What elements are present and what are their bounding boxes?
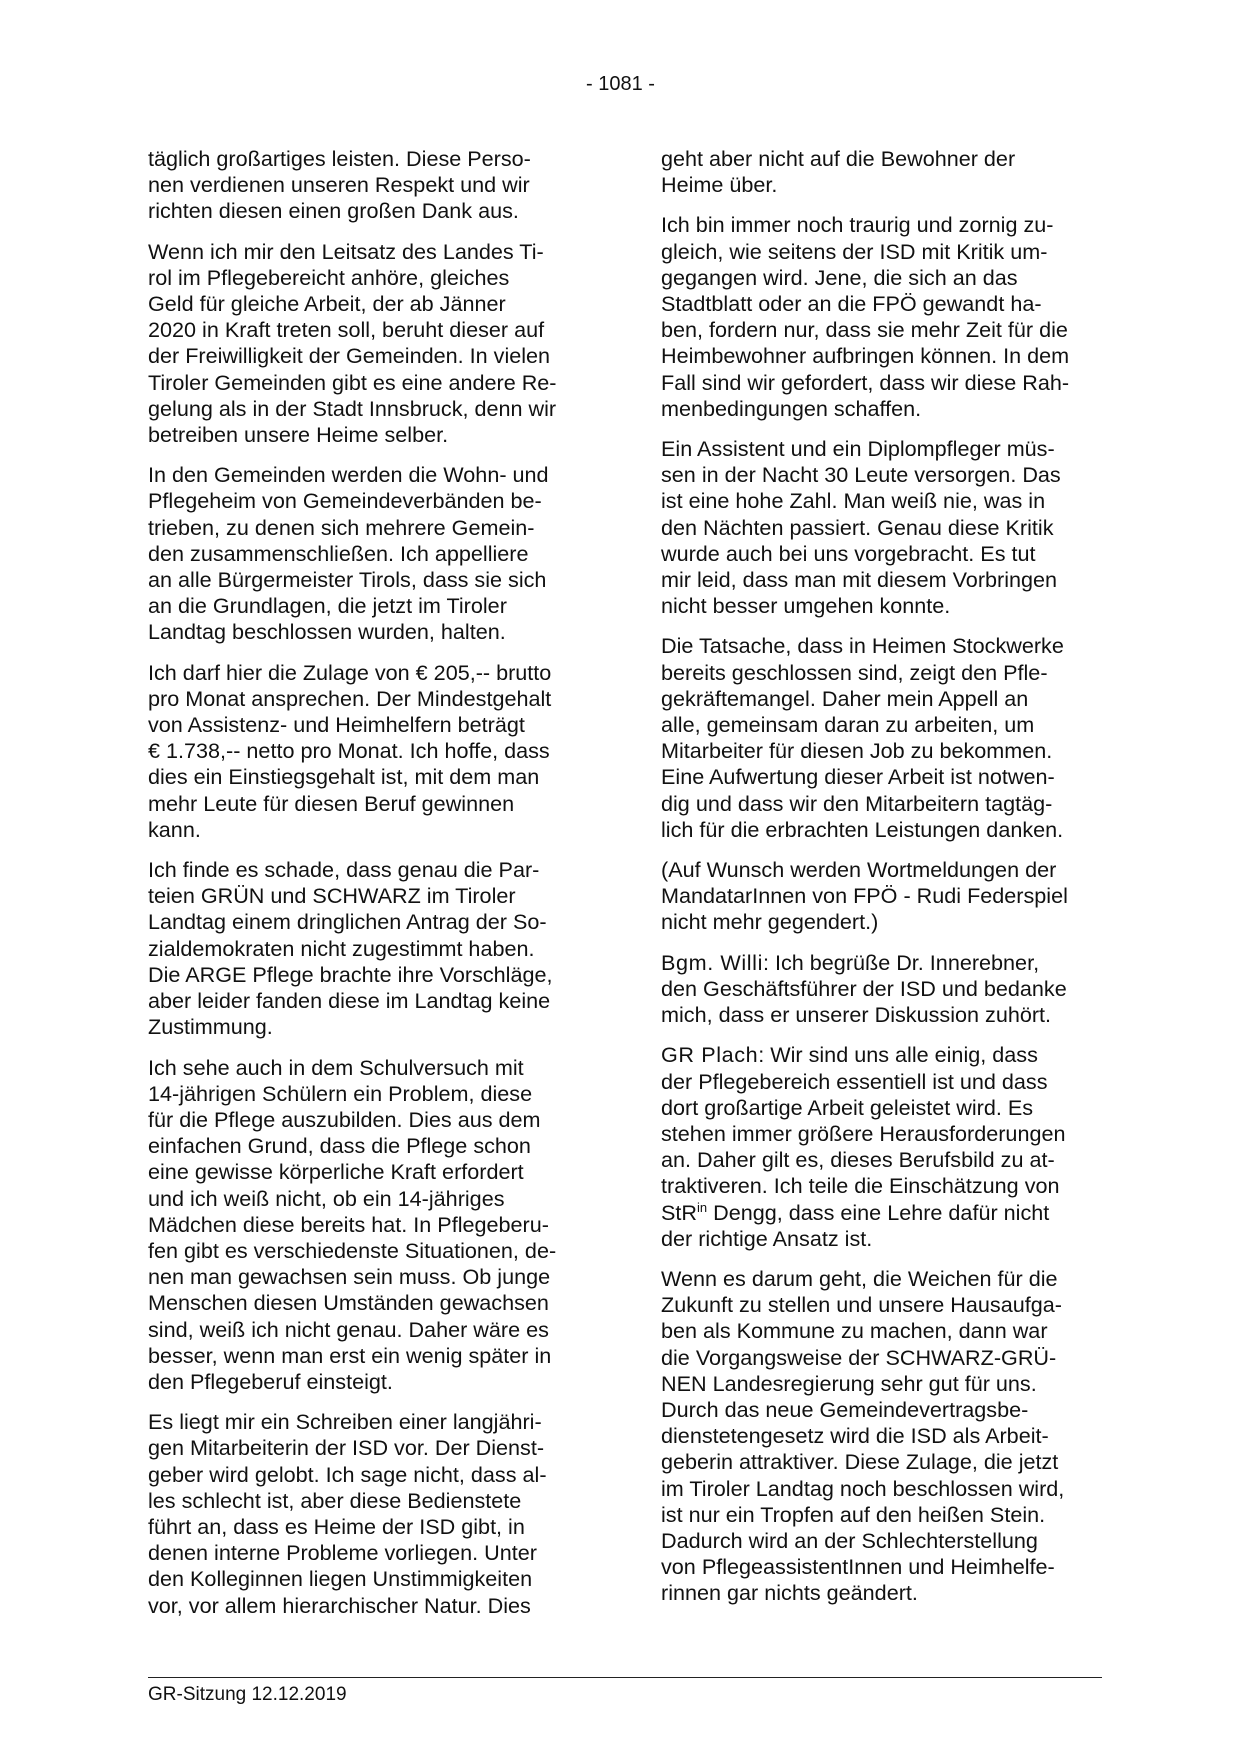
text-line: rol im Pflegebereicht anhöre, gleiches [148,264,510,290]
paragraph [661,1042,1101,1252]
paragraph [661,436,1101,619]
right-text-column [661,146,1101,1621]
text-line: einfachen Grund, dass die Pflege schon [148,1133,531,1159]
text-line: eine gewisse körperliche Kraft erfordert [148,1159,524,1185]
text-line: Dadurch wird an der Schlechterstellung [661,1527,1038,1553]
text-line: € 1.738,-- netto pro Monat. Ich hoffe, dass [148,738,550,764]
text-line: geht aber nicht auf die Bewohner der [661,146,1016,171]
text-line: dig und dass wir den Mitarbeitern tagtäg- [661,790,1053,816]
text-line: lich für die erbrachten Leistungen danken. [661,816,1064,842]
text-line: an. Daher gilt es, dieses Berufsbild zu at- [661,1147,1055,1173]
text-line: geberin attraktiver. Diese Zulage, die jetzt [661,1449,1059,1475]
text-line: 2020 in Kraft treten soll, beruht dieser auf [148,317,545,343]
paragraph [661,212,1101,422]
text-line: Landtag einem dringlichen Antrag der So- [148,909,547,935]
text-line: gekräftemangel. Daher mein Appell an [661,685,1029,711]
text-line: geber wird gelobt. Ich sage nicht, dass al- [148,1461,547,1487]
paragraph [148,660,588,843]
text-line: trieben, zu denen sich mehrere Gemein- [148,514,535,540]
text-line: Dengg, dass eine Lehre dafür nicht [707,1199,1050,1225]
text-line: Ich darf hier die Zulage von € 205,-- brutto [148,659,552,685]
text-line: richten diesen einen großen Dank aus. [148,198,519,224]
superscript: in [697,1199,708,1215]
text-line: les schlecht ist, aber diese Bedienstete [148,1487,522,1513]
text-line: den Geschäftsführer der ISD und bedanke [661,975,1067,1001]
text-line: NEN Landesregierung sehr gut für uns. [661,1370,1037,1396]
text-line: von Assistenz- und Heimhelfern beträgt [148,712,525,738]
text-line: traktiveren. Ich teile die Einschätzung von [661,1173,1060,1199]
text-line: zialdemokraten nicht zugestimmt haben. [148,935,535,961]
text-line: an die Grundlagen, die jetzt im Tiroler [148,593,507,619]
text-line: aber leider fanden diese im Landtag keine [148,988,551,1014]
text-line: ist nur ein Tropfen auf den heißen Stein. [661,1501,1046,1527]
text-line: Ich bin immer noch traurig und zornig zu- [661,212,1054,238]
text-line: StR [661,1199,697,1225]
text-line: In den Gemeinden werden die Wohn- und [148,462,549,488]
text-line: teien GRÜN und SCHWARZ im Tiroler [148,883,516,909]
text-line: Zustimmung. [148,1014,273,1040]
text-line: dort großartige Arbeit geleistet wird. Es [661,1094,1034,1120]
text-line: den Pflegeberuf einsteigt. [148,1368,393,1394]
text-line: Stadtblatt oder an die FPÖ gewandt ha- [661,291,1042,317]
text-line: Menschen diesen Umständen gewachsen [148,1290,549,1316]
paragraph [148,462,588,645]
text-line: Mitarbeiter für diesen Job zu bekommen. [661,738,1053,764]
text-line: Die Tatsache, dass in Heimen Stockwerke [661,633,1064,659]
text-line: Zukunft zu stellen und unsere Hausaufga- [661,1292,1062,1318]
paragraph [148,1409,588,1619]
paragraph [148,146,588,225]
text-line: gegangen wird. Jene, die sich an das [661,264,1018,290]
text-line: der Pflegebereich essentiell ist und dass [661,1068,1048,1094]
text-line: wurde auch bei uns vorgebracht. Es tut [661,540,1036,566]
paragraph [148,857,588,1040]
text-line: Ein Assistent und ein Diplompfleger müs- [661,436,1055,462]
text-line: den Nächten passiert. Genau diese Kritik [661,514,1054,540]
text-line: Eine Aufwertung dieser Arbeit ist notwen- [661,764,1055,790]
text-line: ben, fordern nur, dass sie mehr Zeit für die [661,317,1068,343]
text-line: Es liegt mir ein Schreiben einer langjähri- [148,1409,542,1435]
paragraph [148,1055,588,1396]
text-line: stehen immer größere Herausforderungen [661,1120,1066,1146]
text-line: : Ich begrüße Dr. Innerebner, [762,949,1040,975]
text-line: nicht mehr gegendert.) [661,909,879,935]
text-line: Die ARGE Pflege brachte ihre Vorschläge, [148,961,553,987]
text-line: mehr Leute für diesen Beruf gewinnen [148,790,515,816]
text-line: MandatarInnen von FPÖ - Rudi Federspiel [661,883,1068,909]
text-line: den Kolleginnen liegen Unstimmigkeiten [148,1566,533,1592]
text-line: an alle Bürgermeister Tirols, dass sie sich [148,567,547,593]
text-line: gen Mitarbeiterin der ISD vor. Der Dienst- [148,1435,545,1461]
paragraph [148,239,588,449]
text-line: vor, vor allem hierarchischer Natur. Dies [148,1592,531,1618]
text-line: führt an, dass es Heime der ISD gibt, in [148,1513,525,1539]
text-line: Mädchen diese bereits hat. In Pflegeberu- [148,1211,549,1237]
text-line: bereits geschlossen sind, zeigt den Pfle- [661,659,1048,685]
text-line: Durch das neue Gemeindevertragsbe- [661,1396,1029,1422]
footer-session-date: GR-Sitzung 12.12.2019 [148,1684,347,1705]
text-line: Geld für gleiche Arbeit, der ab Jänner [148,291,506,317]
footer-divider [148,1677,1102,1678]
text-line: der Freiwilligkeit der Gemeinden. In vielen [148,343,551,369]
text-line: mich, dass er unserer Diskussion zuhört. [661,1002,1052,1028]
text-line: nen man gewachsen sein muss. Ob junge [148,1264,551,1290]
text-line: sind, weiß ich nicht genau. Daher wäre es [148,1316,549,1342]
paragraph [661,1266,1101,1607]
text-line: nen verdienen unseren Respekt und wir [148,172,530,198]
text-line: Wenn ich mir den Leitsatz des Landes Ti- [148,238,544,264]
text-line: Pflegeheim von Gemeindeverbänden be- [148,488,542,514]
text-line: die Vorgangsweise der SCHWARZ-GRÜ- [661,1344,1057,1370]
paragraph [661,857,1101,936]
text-line: Ich sehe auch in dem Schulversuch mit [148,1054,524,1080]
text-line: Heime über. [661,172,778,198]
text-line: : Wir sind uns alle einig, dass [758,1042,1038,1068]
left-text-column [148,146,588,1633]
text-line: den zusammenschließen. Ich appelliere [148,540,529,566]
text-line: täglich großartiges leisten. Diese Perso- [148,146,531,171]
text-line: pro Monat ansprechen. Der Mindestgehalt [148,685,552,711]
text-line: fen gibt es verschiedenste Situationen, de- [148,1237,557,1263]
text-line: betreiben unsere Heime selber. [148,422,449,448]
page-number: - 1081 - [586,73,655,95]
text-line: Fall sind wir gefordert, dass wir diese Rah- [661,369,1070,395]
text-line: Tiroler Gemeinden gibt es eine andere Re- [148,369,557,395]
text-line: denen interne Probleme vorliegen. Unter [148,1540,537,1566]
text-line: der richtige Ansatz ist. [661,1225,873,1251]
text-line: menbedingungen schaffen. [661,395,922,421]
text-line: für die Pflege auszubilden. Dies aus dem [148,1106,541,1132]
text-line: Landtag beschlossen wurden, halten. [148,619,506,645]
text-line: (Auf Wunsch werden Wortmeldungen der [661,857,1057,883]
paragraph [661,146,1101,198]
text-line: im Tiroler Landtag noch beschlossen wird, [661,1475,1065,1501]
text-line: 14-jährigen Schülern ein Problem, diese [148,1080,533,1106]
text-line: Wenn es darum geht, die Weichen für die [661,1265,1058,1291]
paragraph [661,633,1101,843]
text-line: Heimbewohner aufbringen können. In dem [661,343,1070,369]
text-line: alle, gemeinsam daran zu arbeiten, um [661,712,1035,738]
text-line: besser, wenn man erst ein wenig später in [148,1342,552,1368]
text-line: ben als Kommune zu machen, dann war [661,1318,1048,1344]
text-line: Ich finde es schade, dass genau die Par- [148,857,540,883]
text-line: kann. [148,816,201,842]
text-line: mir leid, dass man mit diesem Vorbringen [661,567,1058,593]
text-line: gelung als in der Stadt Innsbruck, denn wir [148,395,557,421]
text-line: rinnen gar nichts geändert. [661,1580,918,1606]
text-line: nicht besser umgehen konnte. [661,593,951,619]
speaker-name: GR Plach [661,1042,759,1068]
text-line: sen in der Nacht 30 Leute versorgen. Das [661,462,1061,488]
text-line: ist eine hohe Zahl. Man weiß nie, was in [661,488,1046,514]
text-line: gleich, wie seitens der ISD mit Kritik um- [661,238,1048,264]
text-line: und ich weiß nicht, ob ein 14-jähriges [148,1185,505,1211]
paragraph [661,950,1101,1029]
speaker-name: Bgm. Willi [661,949,763,975]
text-line: dies ein Einstiegsgehalt ist, mit dem man [148,764,540,790]
text-line: dienstetengesetz wird die ISD als Arbeit- [661,1423,1049,1449]
text-line: von PflegeassistentInnen und Heimhelfe- [661,1554,1055,1580]
